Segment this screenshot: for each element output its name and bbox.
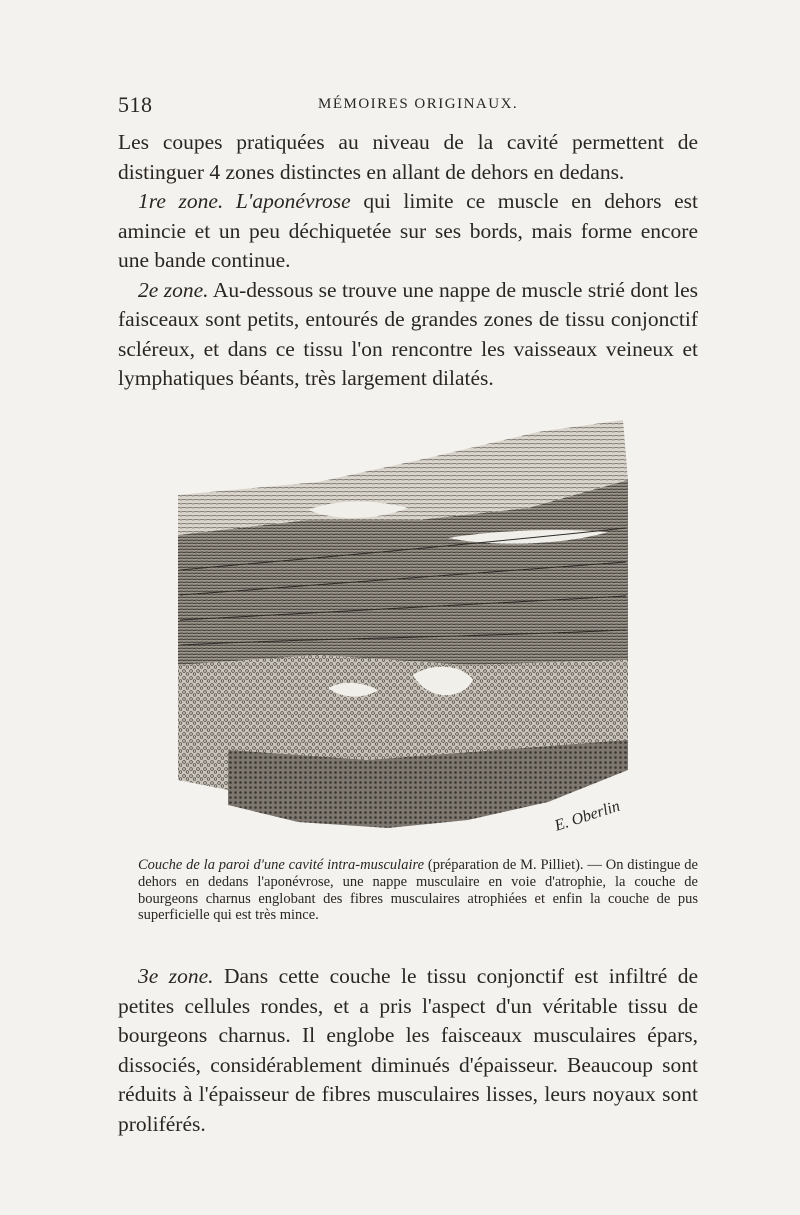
caption-title: Couche de la paroi d'une cavité intra-musculaire <box>138 857 425 873</box>
zone-1-term: L'aponévrose <box>235 189 351 213</box>
zone-2-text: Au-dessous se trouve une nappe de muscle strié dont les faisceaux sont petits, entourés de grandes zones de tissu conjonctif scléreux, et dans ce tissu l'on rencontre les vaisseaux veineux et lymphatiques béants, très largement dilatés. <box>118 277 699 390</box>
zone-3-text: Dans cette couche le tissu conjonctif est infiltré de petites cellules rondes, et a pris l'aspect d'un véritable tissu de bourgeons charnus. Il englobe les faisceaux musculaires épars, dissociés, considérablement diminués d'épaisseur. Beaucoup sont réduits à l'épaisseur de fibres musculaires lisses, leurs noyaux sont proliférés. <box>118 964 699 1136</box>
zone-2-label: 2e zone. <box>138 277 209 302</box>
zone-3-label: 3e zone. <box>138 964 214 988</box>
paragraph-zone-3 <box>118 962 698 1139</box>
paragraph-zone-2 <box>118 276 698 394</box>
zone-1-text: qui limite ce muscle en dehors est amincie et un peu déchiquetée sur ses bords, mais forme encore une bande continue. <box>118 189 698 272</box>
running-head: MÉMOIRES ORIGINAUX. <box>318 96 519 112</box>
zone-1-label: 1re zone. <box>138 189 224 213</box>
tissue-section-drawing <box>168 410 638 840</box>
text-after-figure <box>118 962 698 1139</box>
figure-caption <box>118 857 698 924</box>
histology-illustration <box>168 410 638 840</box>
paragraph-intro: Les coupes pratiquées au niveau de la cavité permettent de distinguer 4 zones distinctes en allant de dehors en dedans. <box>118 130 698 184</box>
artist-signature: E. Oberlin <box>552 797 623 835</box>
caption-description: (préparation de M. Pilliet). — On distingue de dehors en dedans l'aponévrose, une nappe musculaire en voie d'atrophie, la couche de bourgeons charnus englobant des fibres musculaires atrophiées et enfin la couche de pus superficielle qui est très mince. <box>138 857 698 924</box>
paragraph-zone-1 <box>118 187 698 276</box>
page-number: 518 <box>118 92 153 117</box>
page-header <box>118 92 698 122</box>
text-before-figure <box>118 128 698 394</box>
caption-text <box>118 857 698 924</box>
